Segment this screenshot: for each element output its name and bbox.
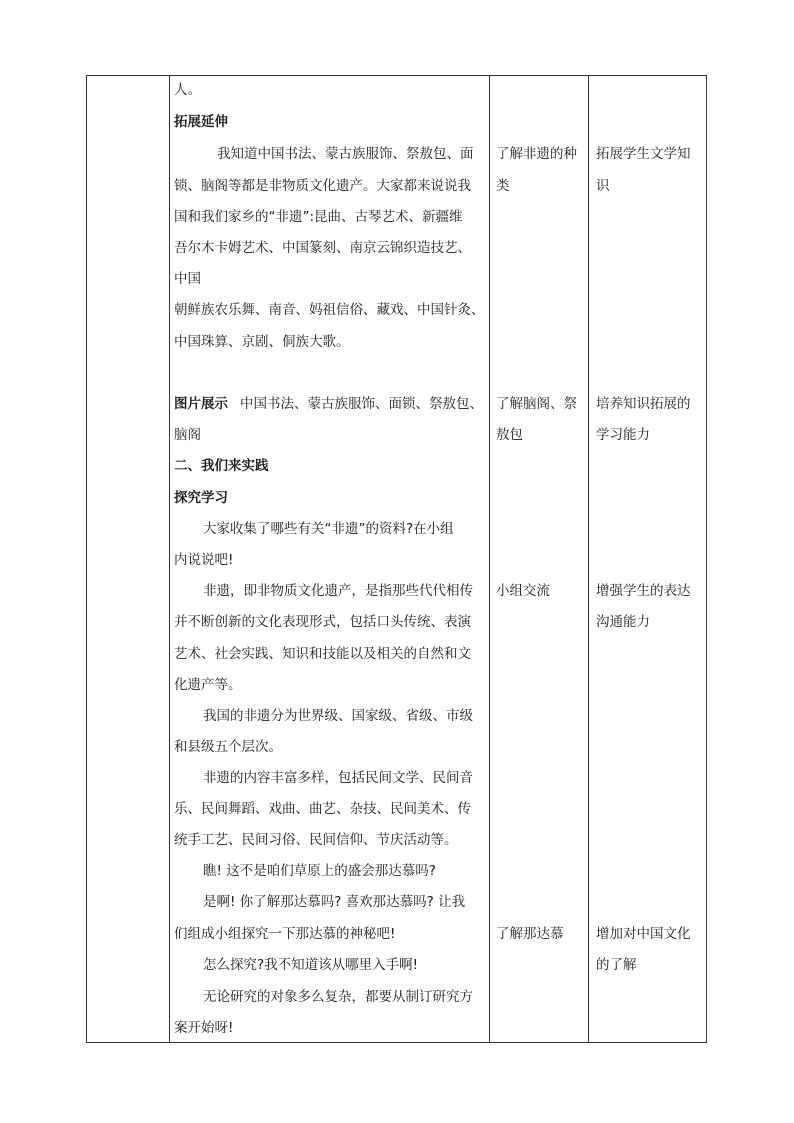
text-line: 乐、民间舞蹈、戏曲、曲艺、杂技、民间美术、传 <box>174 801 471 817</box>
text-line: 案开始呀! <box>174 1020 234 1036</box>
activity-cell: 了解脑阁、祭 <box>496 396 577 412</box>
activity-cell: 敖包 <box>496 427 523 443</box>
text-line: 朝鲜族农乐舞、南音、妈祖信俗、藏戏、中国针灸、 <box>174 302 485 318</box>
intent-cell: 拓展学生文学知 <box>596 146 691 162</box>
intent-cell: 沟通能力 <box>596 614 650 630</box>
column-divider-2 <box>489 76 490 1042</box>
text-line: 国和我们家乡的“非遗”:昆曲、古琴艺术、新疆维 <box>174 209 463 225</box>
text-line: 非遗，即非物质文化遗产，是指那些代代相传 <box>203 583 473 599</box>
text-line: 中国书法、蒙古族服饰、面锁、祭敖包、 <box>240 396 483 412</box>
text-line: 中国珠算、京剧、侗族大歌。 <box>174 334 350 350</box>
text-line: 统手工艺、民间习俗、民间信仰、节庆活动等。 <box>174 832 458 848</box>
text-line: 中国 <box>174 271 201 287</box>
activity-cell: 类 <box>496 178 510 194</box>
text-line: 无论研究的对象多么复杂，都要从制订研究方 <box>203 989 473 1005</box>
intent-cell: 增强学生的表达 <box>596 583 691 599</box>
text-line: 人。 <box>174 82 201 98</box>
activity-cell: 了解那达慕 <box>496 926 564 942</box>
text-line: 吾尔木卡姆艺术、中国篆刻、南京云锦织造技艺、 <box>174 240 471 256</box>
intent-cell: 的了解 <box>596 957 637 973</box>
text-line: 艺术、社会实践、知识和技能以及相关的自然和文 <box>174 646 471 662</box>
activity-cell: 小组交流 <box>496 583 550 599</box>
text-line: 和县级五个层次。 <box>174 739 282 755</box>
text-line: 是啊! 你了解那达慕吗? 喜欢那达慕吗? 让我 <box>203 894 466 910</box>
column-divider-3 <box>588 76 589 1042</box>
intent-cell: 增加对中国文化 <box>596 926 691 942</box>
text-line: 瞧! 这不是咱们草原上的盛会那达慕吗? <box>203 863 436 879</box>
text-line: 我国的非遗分为世界级、国家级、省级、市级 <box>203 708 473 724</box>
text-line: 非遗的内容丰富多样，包括民间文学、民间音 <box>203 770 473 786</box>
section-heading: 拓展延伸 <box>174 114 228 130</box>
intent-cell: 识 <box>596 178 610 194</box>
column-divider-1 <box>169 76 170 1042</box>
text-line: 们组成小组探究一下那达慕的神秘吧! <box>174 926 396 942</box>
text-line: 怎么探究?我不知道该从哪里入手啊! <box>203 957 419 973</box>
text-line: 内说说吧! <box>174 552 234 568</box>
intent-cell: 学习能力 <box>596 427 650 443</box>
text-line: 化遗产等。 <box>174 677 242 693</box>
activity-cell: 了解非遗的种 <box>496 146 577 162</box>
text-line: 我知道中国书法、蒙古族服饰、祭敖包、面 <box>217 146 474 162</box>
text-line: 大家收集了哪些有关“非遗”的资料?在小组 <box>203 521 454 537</box>
picture-label: 图片展示 <box>174 396 228 412</box>
section-heading: 二、我们来实践 <box>174 458 269 474</box>
text-line: 锁、脑阁等都是非物质文化遗产。大家都来说说我 <box>174 178 471 194</box>
text-line: 并不断创新的文化表现形式，包括口头传统、表演 <box>174 614 471 630</box>
intent-cell: 培养知识拓展的 <box>596 396 691 412</box>
text-line: 脑阁 <box>174 427 201 443</box>
section-heading: 探究学习 <box>174 490 228 506</box>
